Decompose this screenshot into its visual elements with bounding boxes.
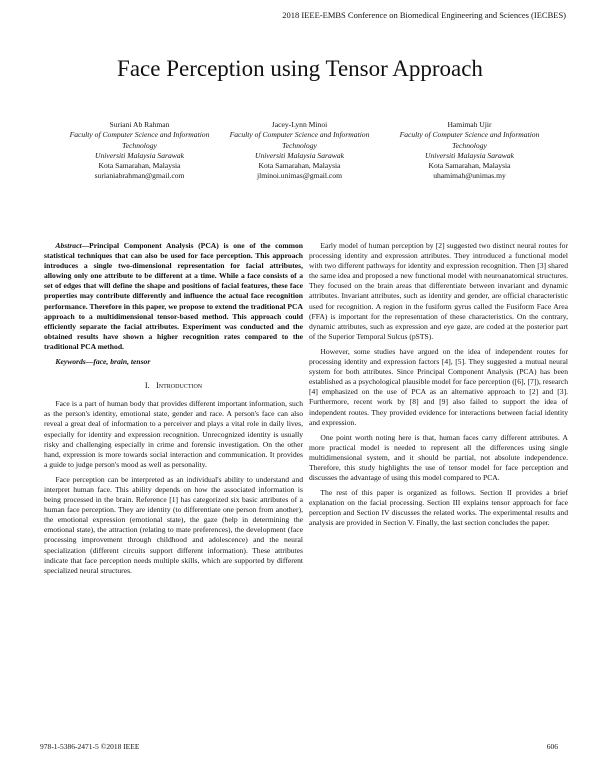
section-heading [44, 381, 303, 391]
author-affiliation: Faculty of Computer Science and Information Technology [69, 130, 210, 150]
abstract-text: —Principal Component Analysis (PCA) is one of the common statistical techniques that can also be used for face perception. This approach introduces a single two-dimensional representation for facial attributes, allowing only one attribute to be different at a time. While a face consists of a set of edges that will define the shape and positions of facial features, these face properties may contribute differently and influence the actual face recognition performance. Therefore in this paper, we propose to extend the traditional PCA approach to a multidimensional tensor-based method. This approach could efficiently separate the facial attributes. Experiment was conducted and the obtained results have shown a higher recognition rates compared to the traditional PCA method. [44, 241, 303, 351]
author-name: Hamimah Ujir [447, 120, 492, 129]
paragraph: However, some studies have argued on the idea of independent routes for processing identity and expression factors [4], [5]. They suggested a mutual neural system for both attributes. Since Principal Component Analysis (PCA) has been established as a psychological plausible model for face perception ([6], [7]), research [4] emphasized on the use of PCA as an alternative approach to [2] and [3]. Furthermore, recent work by [8] and [9] also failed to support the idea of independent routes. They provided evidence for interactions between facial identity and expression. [309, 346, 568, 427]
right-column [309, 241, 568, 529]
conference-header: 2018 IEEE-EMBS Conference on Biomedical Engineering and Sciences (IECBES) [282, 10, 566, 20]
author-location: Kota Samarahan, Malaysia [98, 161, 181, 171]
author-location: Kota Samarahan, Malaysia [428, 161, 511, 171]
author-university: Universiti Malaysia Sarawak [424, 150, 514, 160]
author-location: Kota Samarahan, Malaysia [258, 161, 341, 171]
abstract [44, 241, 303, 352]
author-name: Suriani Ab Rahman [109, 120, 170, 129]
paragraph: The rest of this paper is organized as follows. Section II provides a brief explanation on the facial processing. Section III explains tensor approach for face perception and Section IV discusses the related works. The experimental results and analysis are provided in Section V. Finally, the last section concludes the paper. [309, 488, 568, 528]
paragraph: Face perception can be interpreted as an individual's ability to understand and interpret human face. This ability depends on how the associated information is being processed in the brain. Reference [1] has categorized six basic attributes of a human face perception. They are identity (to differentiate one person from another), the emotional expression (emotional state), the gaze (help in determining the emotional state), the attraction (relating to mate preferences), the development (face processing improvement through childhood and adolescence) and the neural specialization (different circuits support different information). These attributes indicate that face perception needs multiple skills, which are supported by different specialized neural structures. [44, 474, 303, 575]
author-email: uhamimah@unimas.my [433, 171, 506, 181]
author-name: Jacey-Lynn Minoi [271, 120, 328, 129]
paragraph: One point worth noting here is that, human faces carry different attributes. A more practical model is needed to represent all the differences using single multidimensional system, and it should be partial, not absolute independence. Therefore, this study highlights the use of tensor model for face perception and discusses the advantage of using this model compared to PCA. [309, 432, 568, 483]
author-university: Universiti Malaysia Sarawak [94, 150, 184, 160]
paragraph: Early model of human perception by [2] suggested two distinct neural routes for processing identity and expression attributes. They introduced a functional model with two different pathways for identity and expression recognition. Then [3] shared the same idea and proposed a new functional model with neuroanatomical structures. They focused on the brain areas that differentiate between invariant and dynamic attributes. Invariant attributes, such as identity and gender, are official characteristic used for recognition. A region in the fusiform gyrus called the Fusiform Face Area (FFA) is important for the representation of these characteristics. On the contrary, dynamic attributes, such as expression and eye gaze, are coded at the posterior part of the Superior Temporal Sulcus (pSTS). [309, 241, 568, 341]
author-block [52, 120, 227, 182]
author-email: jlminoi.unimas@gmail.com [256, 171, 343, 181]
author-block [382, 120, 557, 182]
left-column [44, 241, 303, 576]
section-number: I. [144, 381, 150, 391]
author-email: surianiabrahman@gmail.com [94, 171, 185, 181]
author-block [212, 120, 387, 182]
footer-isbn: 978-1-5386-2471-5 ©2018 IEEE [40, 742, 140, 751]
abstract-label: Abstract [55, 241, 82, 250]
author-university: Universiti Malaysia Sarawak [254, 150, 344, 160]
paper-title: Face Perception using Tensor Approach [117, 56, 483, 81]
author-affiliation: Faculty of Computer Science and Information Technology [229, 130, 370, 150]
paragraph: Face is a part of human body that provides different important information, such as the person's identity, emotional state, gender and race. A person's face can also reveal a great deal of information to a perceiver and plays a vital role in daily lives, especially for identity and expression recognition. Unrecognized identity is usually risky and challenging especially in crime and forensic investigation. On the other hand, expression is more towards social interaction and communication. It provides a guide to judge person's mood as well as personality. [44, 399, 303, 469]
author-affiliation: Faculty of Computer Science and Information Technology [399, 130, 540, 150]
section-title: Introduction [156, 381, 203, 391]
page-number: 606 [546, 742, 558, 751]
keywords: Keywords—face, brain, tensor [55, 357, 151, 367]
